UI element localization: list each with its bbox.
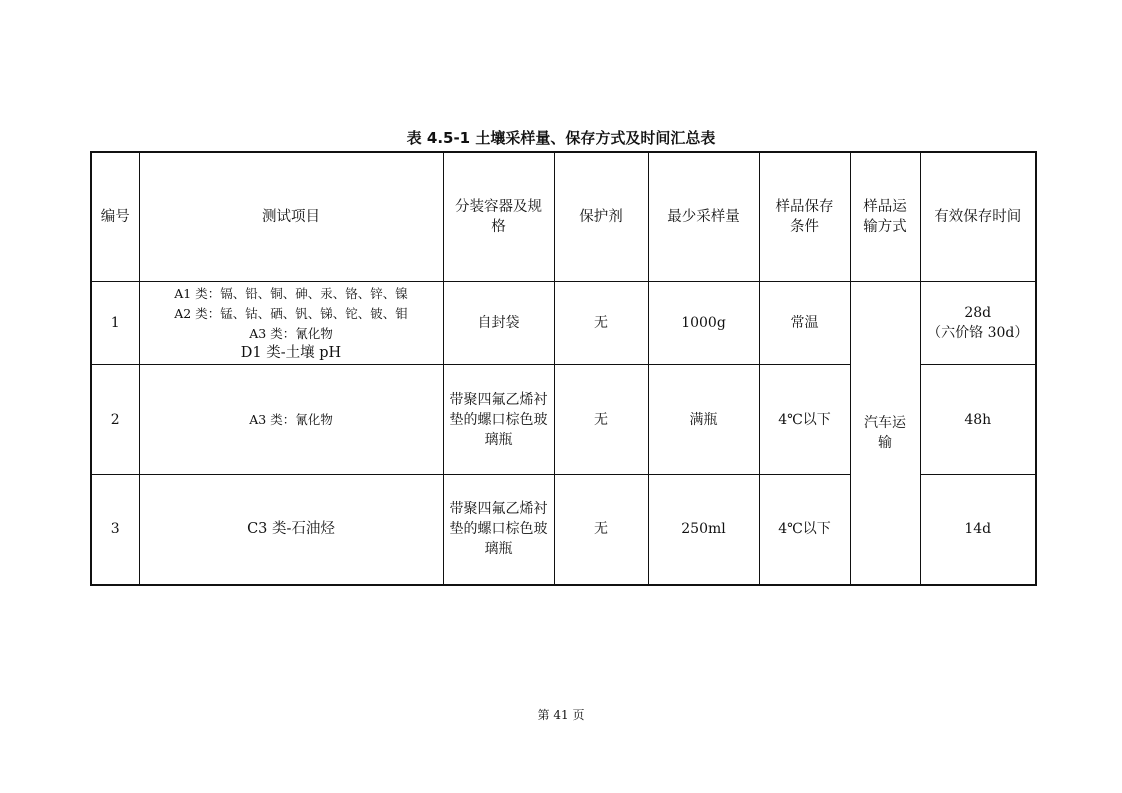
min-sample-amount: 250ml: [648, 475, 759, 585]
test-items: [139, 365, 443, 475]
header-cell: 编号: [91, 152, 139, 282]
header-row: [91, 152, 1036, 282]
test-item-line: A3 类：氰化物: [249, 326, 333, 341]
time-value: 28d: [964, 305, 992, 321]
page-number: 第 41 页: [537, 708, 585, 722]
container-label: 带聚四氟乙烯衬垫的螺口棕色玻璃瓶: [449, 391, 548, 448]
storage-condition: 4℃以下: [759, 365, 850, 475]
test-item-line: A1 类：镉、铅、铜、砷、汞、铬、锌、镍: [174, 286, 408, 301]
container-spec: [443, 475, 554, 585]
transport-label: 汽车运输: [864, 414, 906, 451]
header-cell: 保护剂: [554, 152, 648, 282]
storage-condition: 4℃以下: [759, 475, 850, 585]
preservative: 无: [554, 475, 648, 585]
header-label: 样品运输方式: [863, 199, 907, 235]
test-items: [139, 282, 443, 365]
time-note: （六价铬 30d）: [927, 325, 1029, 341]
test-item-line: C3 类-石油烃: [247, 521, 335, 538]
header-cell: [759, 152, 850, 282]
storage-condition: 常温: [759, 282, 850, 365]
container-label: 带聚四氟乙烯衬垫的螺口棕色玻璃瓶: [449, 501, 548, 558]
header-label: 分装容器及规格: [455, 199, 542, 235]
header-cell: 有效保存时间: [920, 152, 1036, 282]
test-item-line: D1 类-土壤 pH: [240, 345, 342, 361]
preservative: 无: [554, 365, 648, 475]
test-item-line: A2 类：锰、钴、硒、钒、锑、铊、铍、钼: [174, 306, 408, 321]
row-number: 3: [91, 475, 139, 585]
sample-summary-table: [90, 151, 1037, 586]
header-cell: 最少采样量: [648, 152, 759, 282]
valid-storage-time: 48h: [920, 365, 1036, 475]
test-item-line: A3 类：氰化物: [249, 411, 333, 427]
container-spec: [443, 365, 554, 475]
row-number: 2: [91, 365, 139, 475]
transport-method: [850, 282, 920, 585]
row-number: 1: [91, 282, 139, 365]
header-cell: 测试项目: [139, 152, 443, 282]
container-spec: 自封袋: [443, 282, 554, 365]
preservative: 无: [554, 282, 648, 365]
table-row: [91, 282, 1036, 365]
test-items: [139, 475, 443, 585]
valid-storage-time: [920, 282, 1036, 365]
table-title: 表 4.5-1 土壤采样量、保存方式及时间汇总表: [406, 129, 716, 147]
min-sample-amount: 1000g: [648, 282, 759, 365]
valid-storage-time: 14d: [920, 475, 1036, 585]
header-cell: [850, 152, 920, 282]
header-label: 样品保存条件: [775, 199, 834, 235]
min-sample-amount: 满瓶: [648, 365, 759, 475]
header-cell: [443, 152, 554, 282]
